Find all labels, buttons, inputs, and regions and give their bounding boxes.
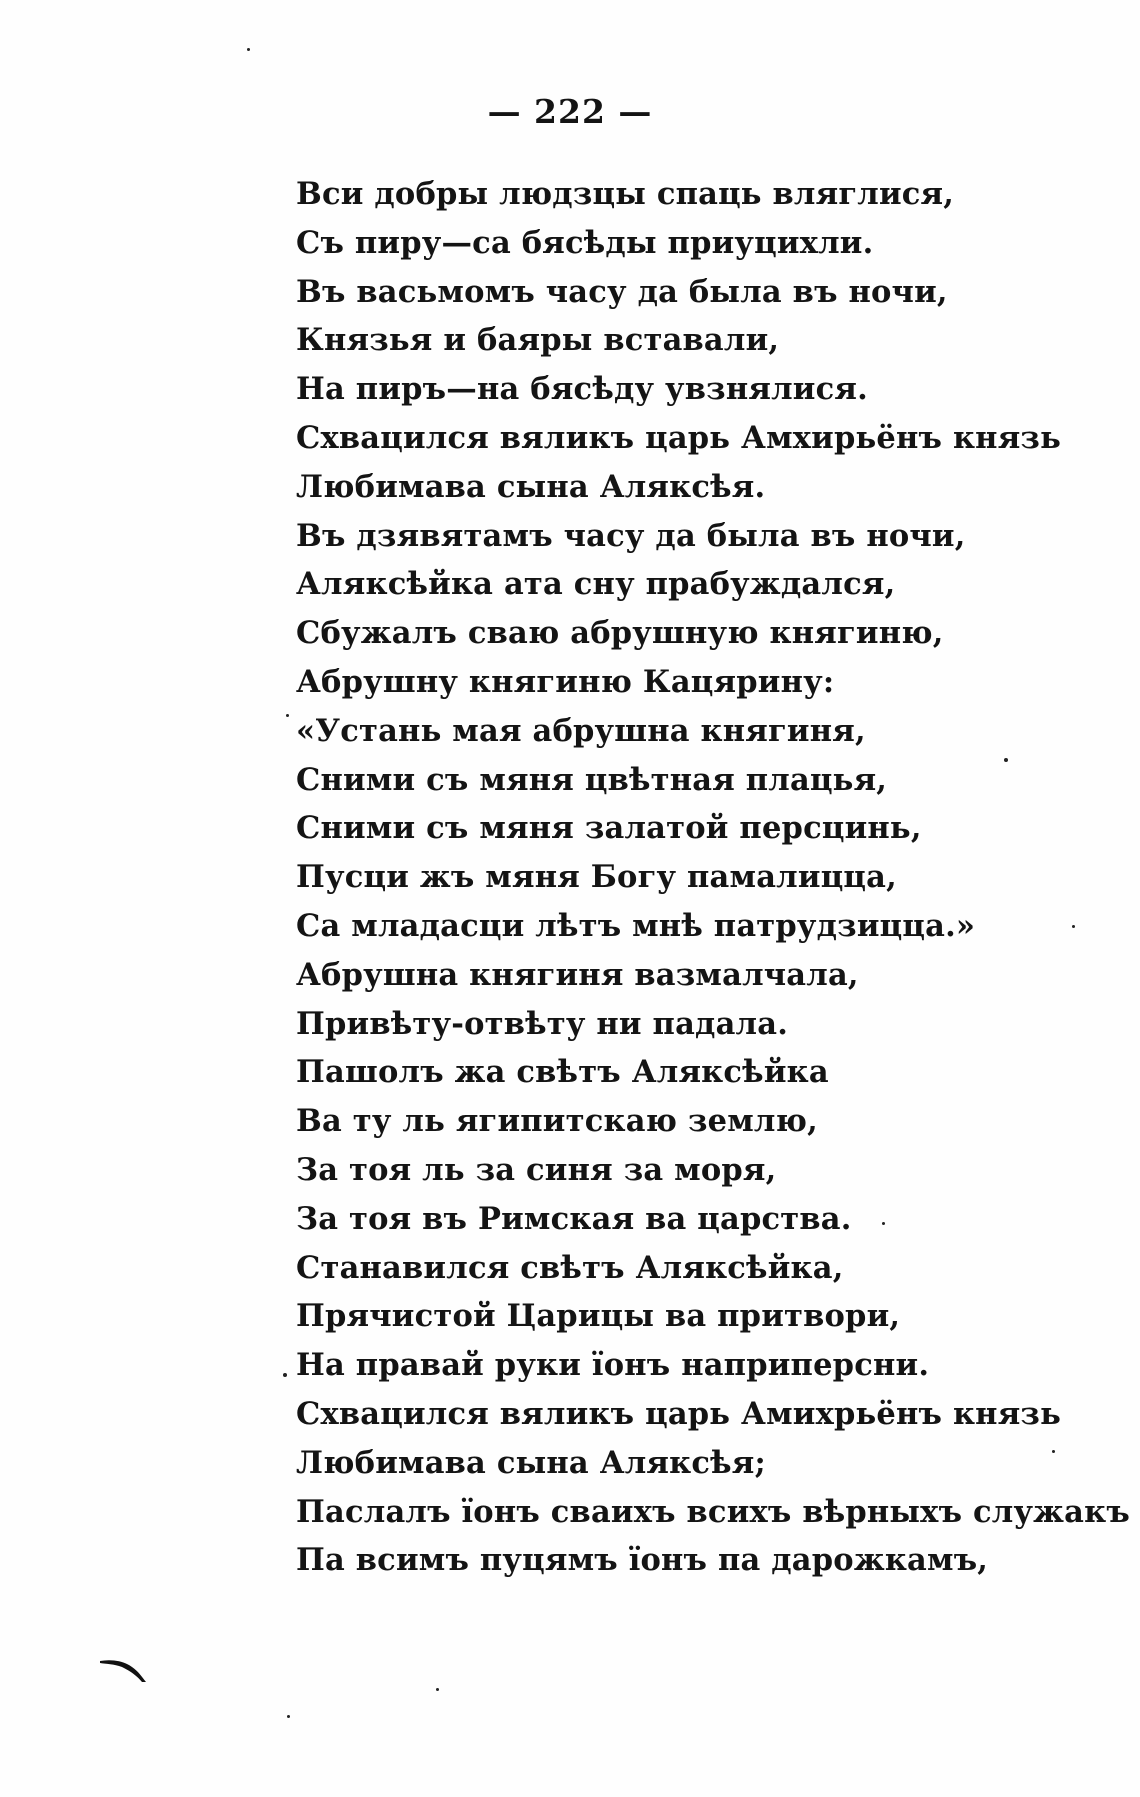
verse-line: Паслалъ їонъ сваихъ всихъ вѣрныхъ служакъ bbox=[296, 1493, 1130, 1530]
ink-speck bbox=[1052, 1450, 1055, 1453]
verse-line: Па всимъ пуцямъ їонъ па дарожкамъ, bbox=[296, 1542, 989, 1579]
verse-line: На пиръ—на бясѣду увзнялися. bbox=[296, 371, 868, 408]
poem-verses bbox=[296, 170, 1130, 1585]
ink-speck bbox=[283, 1373, 287, 1377]
verse-line: Абрушна княгиня вазмалчала, bbox=[296, 956, 859, 993]
verse-line: Съ пиру—са бясѣды приуцихли. bbox=[296, 224, 874, 261]
verse-line: Схвацился вяликъ царь Амхирьёнъ князь bbox=[296, 419, 1061, 456]
verse-line: Пашолъ жа свѣтъ Аляксѣйка bbox=[296, 1054, 829, 1091]
verse-line: За тоя ль за синя за моря, bbox=[296, 1151, 777, 1188]
ink-speck bbox=[882, 1222, 885, 1225]
verse-line: Пусци жъ мяня Богу памалицца, bbox=[296, 859, 897, 896]
verse-line: Прячистой Царицы ва притвори, bbox=[296, 1298, 901, 1335]
ink-speck bbox=[247, 48, 250, 51]
ink-speck bbox=[286, 714, 289, 717]
verse-line: Станавился свѣтъ Аляксѣйка, bbox=[296, 1249, 844, 1286]
verse-line: Ва ту ль ягипитскаю землю, bbox=[296, 1103, 818, 1140]
verse-line: Сбужалъ сваю абрушную княгиню, bbox=[296, 615, 944, 652]
stray-ink-mark bbox=[98, 1655, 150, 1685]
verse-line: За тоя въ Римская ва царства. bbox=[296, 1200, 852, 1237]
verse-line: Любимава сына Аляксѣя. bbox=[296, 468, 766, 505]
verse-line: «Устань мая абрушна княгиня, bbox=[296, 712, 866, 749]
verse-line: Сними съ мяня цвѣтная плацья, bbox=[296, 761, 888, 798]
verse-line: Са младасци лѣтъ мнѣ патрудзицца.» bbox=[296, 907, 976, 944]
verse-line: Князья и баяры вставали, bbox=[296, 322, 780, 359]
verse-line: На правай руки їонъ наприперсни. bbox=[296, 1347, 930, 1384]
verse-line: Въ дзявятамъ часу да была въ ночи, bbox=[296, 517, 966, 554]
ink-speck bbox=[1072, 925, 1075, 928]
page-number: — 222 — bbox=[487, 92, 653, 131]
verse-line: Вси добры людзцы спаць вляглися, bbox=[296, 176, 955, 212]
verse-line: Аляксѣйка ата сну прабуждался, bbox=[296, 566, 896, 603]
ink-speck bbox=[1004, 758, 1008, 762]
verse-line: Привѣту-отвѣту ни падала. bbox=[296, 1005, 789, 1042]
verse-line: Схвацился вяликъ царь Амихрьёнъ князь bbox=[296, 1395, 1061, 1432]
verse-line: Сними съ мяня залатой персцинь, bbox=[296, 810, 922, 847]
verse-line: Абрушну княгиню Кацярину: bbox=[296, 663, 835, 700]
ink-speck bbox=[287, 1715, 290, 1718]
verse-line: Въ васьмомъ часу да была въ ночи, bbox=[296, 273, 948, 310]
verse-line: Любимава сына Аляксѣя; bbox=[296, 1444, 767, 1481]
ink-speck bbox=[436, 1688, 439, 1691]
